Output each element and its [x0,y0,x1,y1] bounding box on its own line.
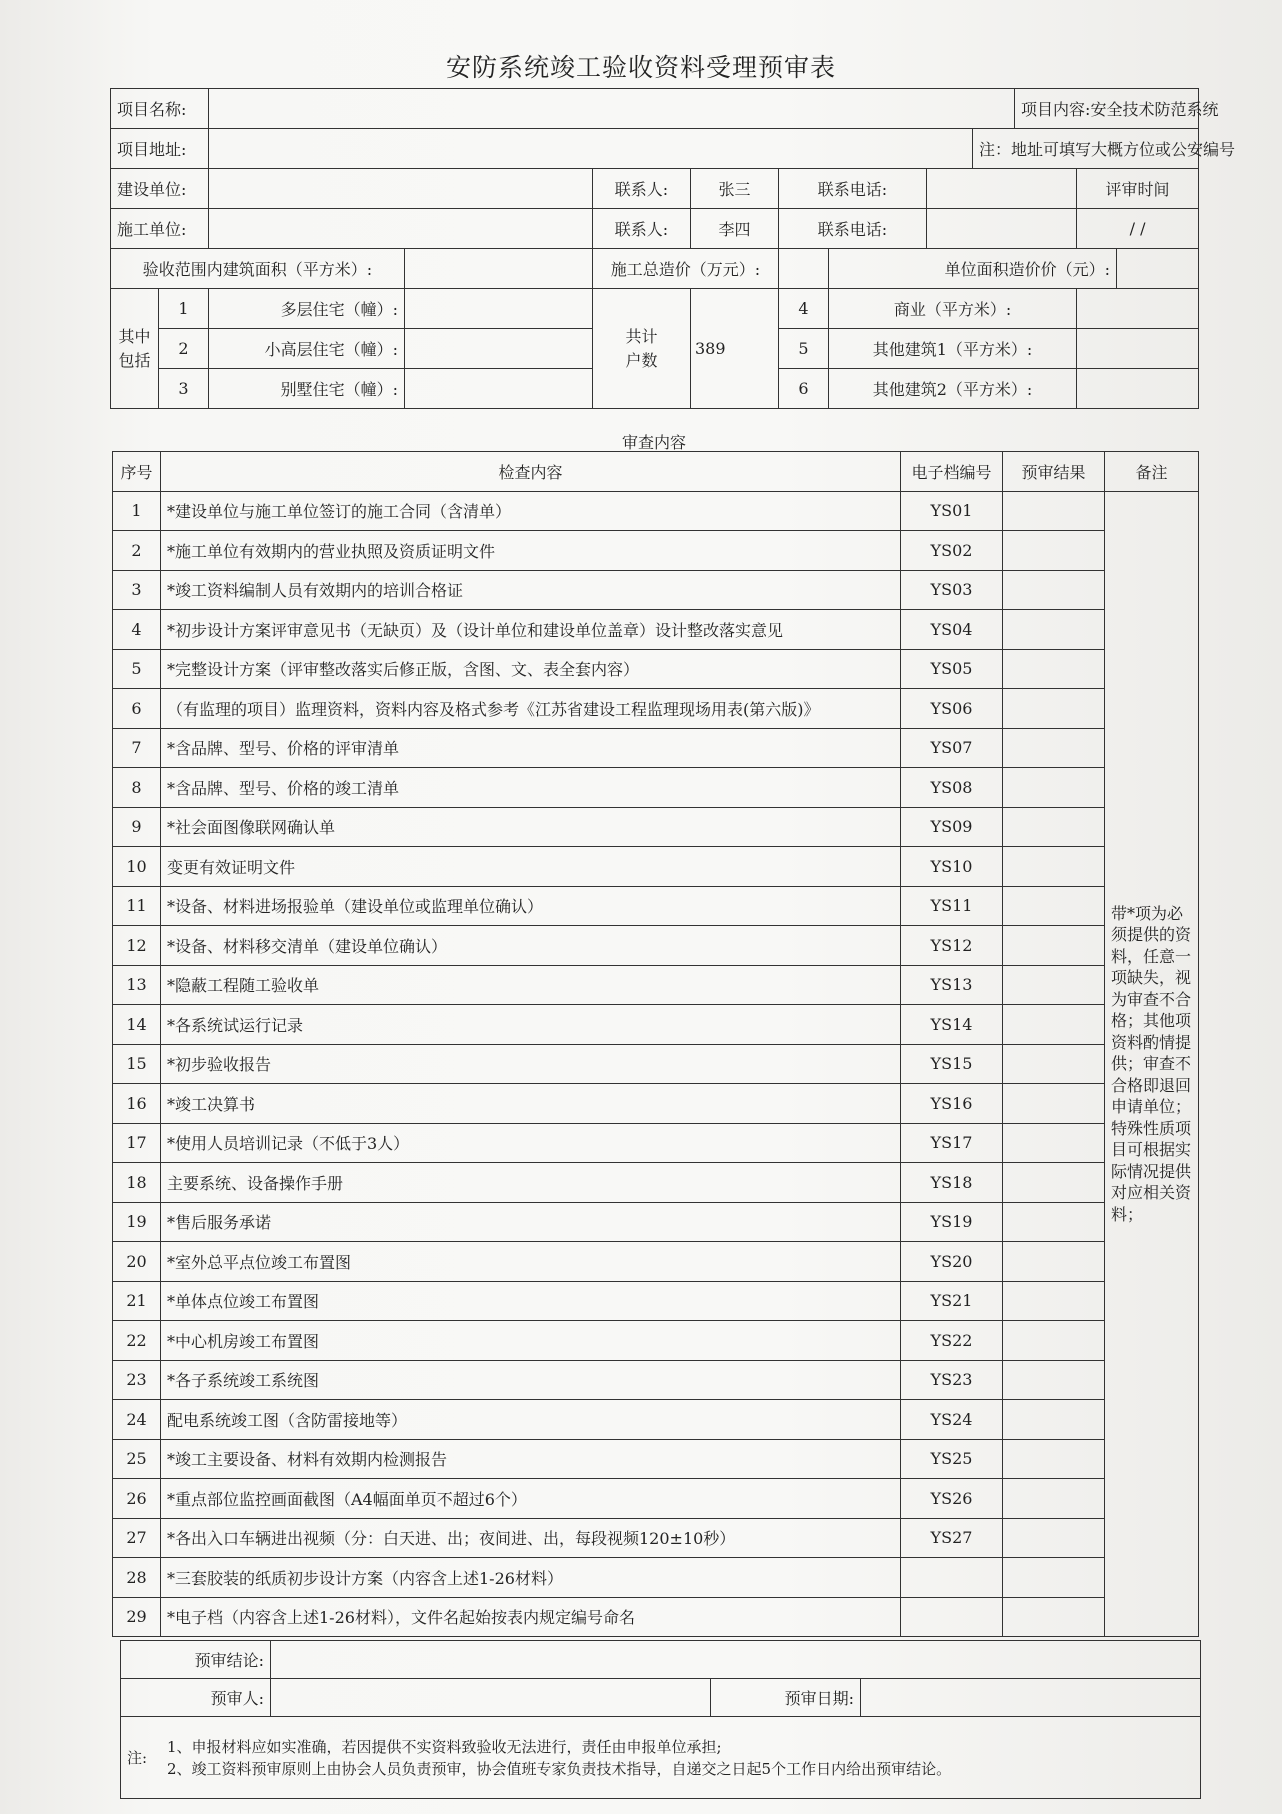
builder-field[interactable] [209,169,593,209]
building-type-no-6: 6 [779,369,829,409]
row-content: *中心机房竣工布置图 [161,1321,901,1361]
checklist-row [113,1202,1199,1242]
checklist-table [112,451,1199,1637]
row-number: 5 [113,649,161,689]
row-code: YS25 [901,1439,1003,1479]
reviewer-field[interactable] [271,1679,711,1717]
checklist-row [113,1360,1199,1400]
area-field[interactable] [405,249,593,289]
checklist-row [113,1163,1199,1203]
checklist-row [113,1321,1199,1361]
row-content: *完整设计方案（评审整改落实后修正版，含图、文、表全套内容） [161,649,901,689]
row-result-field[interactable] [1003,649,1105,689]
review-time-label: 评审时间 [1077,169,1199,209]
row-result-field[interactable] [1003,1281,1105,1321]
col-header-result: 预审结果 [1003,452,1105,492]
project-content-label: 项目内容: [1021,100,1091,119]
checklist-row [113,1084,1199,1124]
row-code: YS19 [901,1202,1003,1242]
checklist-row [113,926,1199,966]
unit-cost-field[interactable] [1117,249,1199,289]
row-number: 15 [113,1044,161,1084]
builder-contact-value[interactable]: 张三 [691,169,779,209]
row-code [901,1597,1003,1637]
checklist-row [113,531,1199,571]
builder-label: 建设单位: [111,169,209,209]
row-result-field[interactable] [1003,1479,1105,1519]
checklist-row [113,1044,1199,1084]
area-label: 验收范围内建筑面积（平方米）: [111,249,405,289]
checklist-row [113,886,1199,926]
checklist-row [113,491,1199,531]
row-result-field[interactable] [1003,926,1105,966]
households-value[interactable]: 389 [691,289,779,409]
row-number: 11 [113,886,161,926]
row-content: *电子档（内容含上述1-26材料），文件名起始按表内规定编号命名 [161,1597,901,1637]
row-result-field[interactable] [1003,1360,1105,1400]
row-number: 22 [113,1321,161,1361]
row-number: 3 [113,570,161,610]
row-number: 26 [113,1479,161,1519]
building-type-label-2: 小高层住宅（幢）: [209,329,405,369]
row-code: YS01 [901,491,1003,531]
row-code [901,1558,1003,1598]
constructor-field[interactable] [209,209,593,249]
row-content: *设备、材料进场报验单（建设单位或监理单位确认） [161,886,901,926]
builder-phone-field[interactable] [927,169,1077,209]
building-type-label-1: 多层住宅（幢）: [209,289,405,329]
row-result-field[interactable] [1003,491,1105,531]
row-code: YS06 [901,689,1003,729]
checklist-row [113,1123,1199,1163]
row-result-field[interactable] [1003,1084,1105,1124]
project-content-value: 安全技术防范系统 [1090,100,1219,119]
row-code: YS05 [901,649,1003,689]
checklist-row [113,1518,1199,1558]
checklist-row [113,1558,1199,1598]
date-label: 预审日期: [711,1679,861,1717]
row-number: 25 [113,1439,161,1479]
constructor-phone-field[interactable] [927,209,1077,249]
row-number: 1 [113,491,161,531]
row-result-field[interactable] [1003,768,1105,808]
row-number: 2 [113,531,161,571]
form-title: 安防系统竣工验收资料受理预审表 [445,53,836,82]
row-number: 14 [113,1005,161,1045]
row-content: *建设单位与施工单位签订的施工合同（含清单） [161,491,901,531]
row-content: *含品牌、型号、价格的竣工清单 [161,768,901,808]
row-result-field[interactable] [1003,886,1105,926]
row-result-field[interactable] [1003,1044,1105,1084]
project-address-field[interactable] [209,129,973,169]
row-result-field[interactable] [1003,847,1105,887]
row-code: YS20 [901,1242,1003,1282]
row-number: 8 [113,768,161,808]
row-number: 23 [113,1360,161,1400]
checklist-row [113,1597,1199,1637]
row-content: *竣工资料编制人员有效期内的培训合格证 [161,570,901,610]
project-name-field[interactable] [209,89,1015,129]
row-number: 12 [113,926,161,966]
row-number: 18 [113,1163,161,1203]
row-content: *施工单位有效期内的营业执照及资质证明文件 [161,531,901,571]
row-content: *三套胶装的纸质初步设计方案（内容含上述1-26材料） [161,1558,901,1598]
row-number: 13 [113,965,161,1005]
row-code: YS27 [901,1518,1003,1558]
row-code: YS02 [901,531,1003,571]
row-result-field[interactable] [1003,1400,1105,1440]
row-result-field[interactable] [1003,570,1105,610]
date-field[interactable] [861,1679,1201,1717]
row-content: *含品牌、型号、价格的评审清单 [161,728,901,768]
row-code: YS18 [901,1163,1003,1203]
row-content: （有监理的项目）监理资料，资料内容及格式参考《江苏省建设工程监理现场用表(第六版)》 [161,689,901,729]
row-number: 19 [113,1202,161,1242]
row-result-field[interactable] [1003,1242,1105,1282]
col-header-remark: 备注 [1105,452,1199,492]
checklist-row [113,610,1199,650]
checklist-row [113,768,1199,808]
row-code: YS26 [901,1479,1003,1519]
row-result-field[interactable] [1003,807,1105,847]
row-code: YS09 [901,807,1003,847]
checklist-row [113,689,1199,729]
row-number: 7 [113,728,161,768]
checklist-row [113,1400,1199,1440]
row-content: *隐蔽工程随工验收单 [161,965,901,1005]
note-line-2: 2、竣工资料预审原则上由协会人员负责预审，协会值班专家负责技术指导，自递交之日起5个工作日内给出预审结论。 [167,1759,952,1778]
row-number: 6 [113,689,161,729]
row-content: 配电系统竣工图（含防雷接地等） [161,1400,901,1440]
row-code: YS17 [901,1123,1003,1163]
row-result-field[interactable] [1003,1518,1105,1558]
project-info-table [110,88,1236,409]
row-result-field[interactable] [1003,1005,1105,1045]
row-result-field[interactable] [1003,610,1105,650]
row-content: *单体点位竣工布置图 [161,1281,901,1321]
row-result-field[interactable] [1003,1558,1105,1598]
row-content: *各出入口车辆进出视频（分：白天进、出；夜间进、出，每段视频120±10秒） [161,1518,901,1558]
row-code: YS24 [901,1400,1003,1440]
building-type-field-1[interactable] [405,289,593,329]
row-number: 16 [113,1084,161,1124]
constructor-contact-value[interactable]: 李四 [691,209,779,249]
project-content-cell [1015,89,1219,129]
row-content: *初步设计方案评审意见书（无缺页）及（设计单位和建设单位盖章）设计整改落实意见 [161,610,901,650]
row-content: *设备、材料移交清单（建设单位确认） [161,926,901,966]
row-code: YS21 [901,1281,1003,1321]
builder-contact-label: 联系人: [593,169,691,209]
building-type-field-3[interactable] [405,369,593,409]
building-type-no-1: 1 [159,289,209,329]
households-label: 共计户数 [593,289,691,409]
remark-cell: 带*项为必须提供的资料，任意一项缺失，视为审查不合格；其他项资料酌情提供；审查不合格即退回申请单位；特殊性质项目可根据实际情况提供对应相关资料； [1105,491,1199,1637]
row-result-field[interactable] [1003,728,1105,768]
row-code: YS14 [901,1005,1003,1045]
checklist-row [113,728,1199,768]
col-header-content: 检查内容 [161,452,901,492]
review-time-value[interactable]: / / [1077,209,1199,249]
total-cost-label: 施工总造价（万元）: [593,249,779,289]
row-result-field[interactable] [1003,1123,1105,1163]
address-note: 注：地址可填写大概方位或公安编号 [973,129,1199,169]
row-result-field[interactable] [1003,1202,1105,1242]
row-number: 20 [113,1242,161,1282]
row-content: *各子系统竣工系统图 [161,1360,901,1400]
row-code: YS10 [901,847,1003,887]
row-number: 28 [113,1558,161,1598]
checklist-row [113,1005,1199,1045]
building-type-no-2: 2 [159,329,209,369]
includes-label: 其中包括 [111,289,159,409]
checklist-row [113,1479,1199,1519]
checklist-header-row [113,452,1199,492]
row-number: 21 [113,1281,161,1321]
building-type-label-6: 其他建筑2（平方米）: [829,369,1077,409]
row-result-field[interactable] [1003,1321,1105,1361]
col-header-code: 电子档编号 [901,452,1003,492]
row-result-field[interactable] [1003,689,1105,729]
conclusion-field[interactable] [271,1641,1201,1679]
row-number: 29 [113,1597,161,1637]
note-line-1: 1、申报材料应如实准确，若因提供不实资料致验收无法进行，责任由申报单位承担; [167,1737,722,1756]
checklist-row [113,1242,1199,1282]
row-content: *各系统试运行记录 [161,1005,901,1045]
row-code: YS16 [901,1084,1003,1124]
row-content: *室外总平点位竣工布置图 [161,1242,901,1282]
row-number: 24 [113,1400,161,1440]
reviewer-label: 预审人: [121,1679,271,1717]
project-name-label: 项目名称: [111,89,209,129]
row-number: 9 [113,807,161,847]
project-address-label: 项目地址: [111,129,209,169]
row-number: 27 [113,1518,161,1558]
conclusion-label: 预审结论: [121,1641,271,1679]
row-code: YS13 [901,965,1003,1005]
constructor-label: 施工单位: [111,209,209,249]
row-content: *竣工主要设备、材料有效期内检测报告 [161,1439,901,1479]
checklist-row [113,1281,1199,1321]
section-title: 审查内容 [621,433,686,452]
row-code: YS08 [901,768,1003,808]
building-type-no-5: 5 [779,329,829,369]
row-content: 主要系统、设备操作手册 [161,1163,901,1203]
building-type-field-2[interactable] [405,329,593,369]
checklist-row [113,570,1199,610]
builder-phone-label: 联系电话: [779,169,927,209]
footer-table [120,1640,1201,1799]
building-type-field-5[interactable] [1077,329,1199,369]
row-number: 4 [113,610,161,650]
row-content: *初步验收报告 [161,1044,901,1084]
row-content: *社会面图像联网确认单 [161,807,901,847]
building-type-field-4[interactable] [1077,289,1199,329]
building-type-label-5: 其他建筑1（平方米）: [829,329,1077,369]
row-number: 10 [113,847,161,887]
row-content: *重点部位监控画面截图（A4幅面单页不超过6个） [161,1479,901,1519]
building-type-label-4: 商业（平方米）: [829,289,1077,329]
notes-cell [121,1717,1201,1799]
constructor-contact-label: 联系人: [593,209,691,249]
row-content: *使用人员培训记录（不低于3人） [161,1123,901,1163]
checklist-row [113,965,1199,1005]
unit-cost-label: 单位面积造价价（元）: [829,249,1117,289]
notes-label: 注: [127,1748,148,1767]
col-header-no: 序号 [113,452,161,492]
row-code: YS03 [901,570,1003,610]
row-code: YS12 [901,926,1003,966]
building-type-no-3: 3 [159,369,209,409]
building-type-label-3: 别墅住宅（幢）: [209,369,405,409]
checklist-row [113,1439,1199,1479]
total-cost-field[interactable] [779,249,829,289]
row-content: *售后服务承诺 [161,1202,901,1242]
constructor-phone-label: 联系电话: [779,209,927,249]
row-result-field[interactable] [1003,531,1105,571]
row-code: YS11 [901,886,1003,926]
row-code: YS04 [901,610,1003,650]
row-content: *竣工决算书 [161,1084,901,1124]
row-code: YS23 [901,1360,1003,1400]
row-content: 变更有效证明文件 [161,847,901,887]
row-number: 17 [113,1123,161,1163]
row-result-field[interactable] [1003,1597,1105,1637]
row-code: YS07 [901,728,1003,768]
row-result-field[interactable] [1003,965,1105,1005]
building-type-field-6[interactable] [1077,369,1199,409]
row-result-field[interactable] [1003,1163,1105,1203]
row-code: YS15 [901,1044,1003,1084]
checklist-row [113,649,1199,689]
row-code: YS22 [901,1321,1003,1361]
checklist-row [113,807,1199,847]
building-type-no-4: 4 [779,289,829,329]
checklist-row [113,847,1199,887]
row-result-field[interactable] [1003,1439,1105,1479]
